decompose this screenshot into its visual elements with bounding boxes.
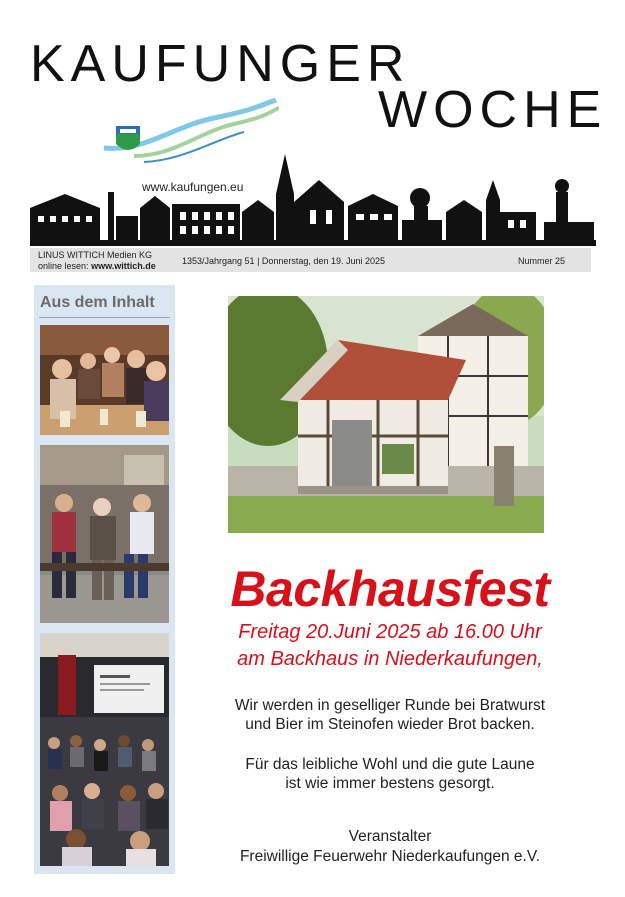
event-description-line1: Wir werden in geselliger Runde bei Bratwurst [234,697,546,714]
coat-of-arms-icon [116,126,140,150]
organizer-label: Veranstalter [348,828,432,845]
event-date-line: Freitag 20.Juni 2025 ab 16.00 Uhr [238,621,542,643]
thumbnail-three-women-photo[interactable] [40,445,169,623]
thumbnail-auditorium-photo[interactable] [40,633,169,866]
issue-info-bar [30,248,591,272]
organizer-name: Freiwillige Feuerwehr Niederkaufungen e.V. [239,848,541,865]
online-prefix: online lesen: [38,261,89,271]
online-read-line [38,261,156,272]
publisher-name: LINUS WITTICH Medien KG [38,250,153,260]
event-catering-line2: ist wie immer bestens gesorgt. [285,775,495,792]
event-place-line: am Backhaus in Niederkaufungen, [237,648,543,670]
sidebar-heading: Aus dem Inhalt [40,294,155,311]
backhaus-photo [228,296,544,533]
town-skyline-silhouette [30,150,596,246]
issue-number: Nummer 25 [517,256,565,266]
event-description-line2: und Bier im Steinofen wieder Brot backen. [245,716,535,733]
event-title: Backhausfest [230,561,550,617]
masthead-title-line1: KAUFUNGER [30,35,411,93]
thumbnail-group-photo[interactable] [40,325,169,435]
masthead-title-line2: WOCHE [378,81,608,139]
issue-details: 1353/Jahrgang 51 | Donnerstag, den 19. Juni 2025 [182,256,385,266]
contents-sidebar [34,285,175,874]
online-url-link[interactable]: www.wittich.de [91,261,156,271]
website-url[interactable]: www.kaufungen.eu [142,180,244,194]
sidebar-divider [39,317,170,318]
event-catering-line1: Für das leibliche Wohl und die gute Laune [245,756,535,773]
publisher-block [38,250,156,272]
